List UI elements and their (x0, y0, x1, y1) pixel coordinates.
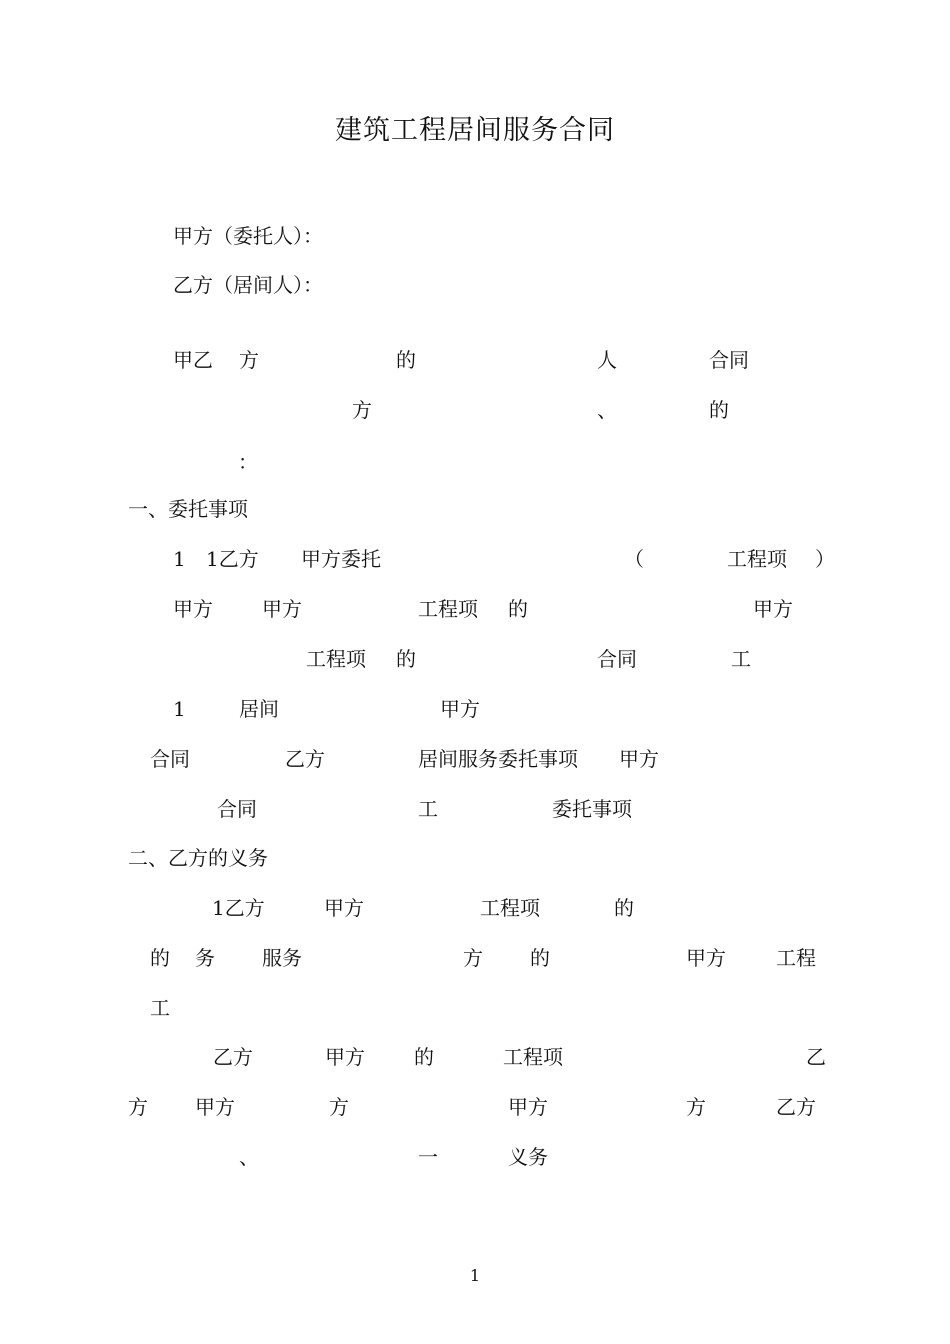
text-fragment: 工程项 (418, 597, 478, 621)
text-fragment: 居间服务委托事项 (418, 747, 578, 771)
text-fragment: ） (815, 547, 835, 571)
section-2-line-1 (0, 893, 950, 923)
party-b-label: 乙方（居间人）： (173, 273, 323, 297)
text-fragment: 的 (508, 597, 528, 621)
section-2-heading: 二、乙方的义务 (128, 846, 268, 870)
section-1-line-3 (0, 644, 950, 674)
text-fragment: 方 (239, 348, 259, 372)
page-number: 1 (469, 1266, 481, 1285)
text-fragment: 乙方 (213, 1045, 253, 1069)
text-fragment: 甲方 (686, 946, 726, 970)
text-fragment: 甲方 (262, 597, 302, 621)
section-1-line-2 (0, 594, 950, 624)
party-b-line (0, 270, 950, 300)
text-fragment: （ (624, 547, 644, 571)
text-fragment: 人 (597, 348, 617, 372)
text-fragment: 工程 (776, 946, 816, 970)
text-fragment: 甲方 (508, 1095, 548, 1119)
text-fragment: 的 (709, 398, 729, 422)
intro-line-3 (0, 447, 950, 477)
text-fragment: 甲方 (753, 597, 793, 621)
text-fragment: 甲方 (325, 1045, 365, 1069)
text-fragment: 的 (396, 348, 416, 372)
text-fragment: 乙 (806, 1045, 826, 1069)
text-fragment: 乙方 (285, 747, 325, 771)
text-fragment: 的 (614, 896, 634, 920)
section-1-heading-line (0, 494, 950, 524)
section-1-line-5 (0, 744, 950, 774)
party-a-line (0, 221, 950, 251)
text-fragment: 工程项 (306, 647, 366, 671)
text-fragment: 乙方 (776, 1095, 816, 1119)
text-fragment: 方 (686, 1095, 706, 1119)
text-fragment: ： (238, 450, 258, 474)
section-1-heading: 一、委托事项 (128, 497, 248, 521)
section-1-line-1 (0, 544, 950, 574)
text-fragment: 1乙方 (212, 896, 265, 920)
text-fragment: 合同 (217, 797, 257, 821)
text-fragment: 、 (239, 1145, 259, 1169)
text-fragment: 服务 (262, 946, 302, 970)
section-2-heading-line (0, 843, 950, 873)
section-2-line-5 (0, 1092, 950, 1122)
text-fragment: 1 (173, 547, 186, 571)
intro-line-2 (0, 395, 950, 425)
text-fragment: 甲乙 (173, 348, 213, 372)
text-fragment: 甲方 (619, 747, 659, 771)
text-fragment: 甲方 (195, 1095, 235, 1119)
text-fragment: 的 (414, 1045, 434, 1069)
section-2-line-2 (0, 943, 950, 973)
text-fragment: 合同 (150, 747, 190, 771)
text-fragment: 方 (329, 1095, 349, 1119)
text-fragment: 方 (463, 946, 483, 970)
text-fragment: 甲方委托 (301, 547, 381, 571)
text-fragment: 的 (530, 946, 550, 970)
section-2-line-3 (0, 993, 950, 1023)
text-fragment: 方 (128, 1095, 148, 1119)
text-fragment: 甲方 (173, 597, 213, 621)
text-fragment: 工 (150, 996, 170, 1020)
text-fragment: 一 (418, 1145, 438, 1169)
text-fragment: 方 (352, 398, 372, 422)
text-fragment: 、 (597, 398, 617, 422)
text-fragment: 工程项 (480, 896, 540, 920)
document-title: 建筑工程居间服务合同 (335, 115, 615, 146)
section-1-line-6 (0, 794, 950, 824)
text-fragment: 1乙方 (206, 547, 259, 571)
text-fragment: 的 (396, 647, 416, 671)
text-fragment: 工 (418, 797, 438, 821)
text-fragment: 甲方 (440, 697, 480, 721)
text-fragment: 委托事项 (552, 797, 632, 821)
text-fragment: 甲方 (324, 896, 364, 920)
text-fragment: 工程项 (503, 1045, 563, 1069)
text-fragment: 义务 (508, 1145, 548, 1169)
intro-line-1 (0, 345, 950, 375)
text-fragment: 合同 (597, 647, 637, 671)
text-fragment: 工 (731, 647, 751, 671)
party-a-label: 甲方（委托人）： (173, 224, 323, 248)
section-2-line-4 (0, 1042, 950, 1072)
text-fragment: 的 (150, 946, 170, 970)
section-1-line-4 (0, 694, 950, 724)
text-fragment: 务 (195, 946, 215, 970)
text-fragment: 1 (173, 697, 186, 721)
text-fragment: 工程项 (727, 547, 787, 571)
text-fragment: 居间 (239, 697, 279, 721)
section-2-line-6 (0, 1142, 950, 1172)
text-fragment: 合同 (709, 348, 749, 372)
